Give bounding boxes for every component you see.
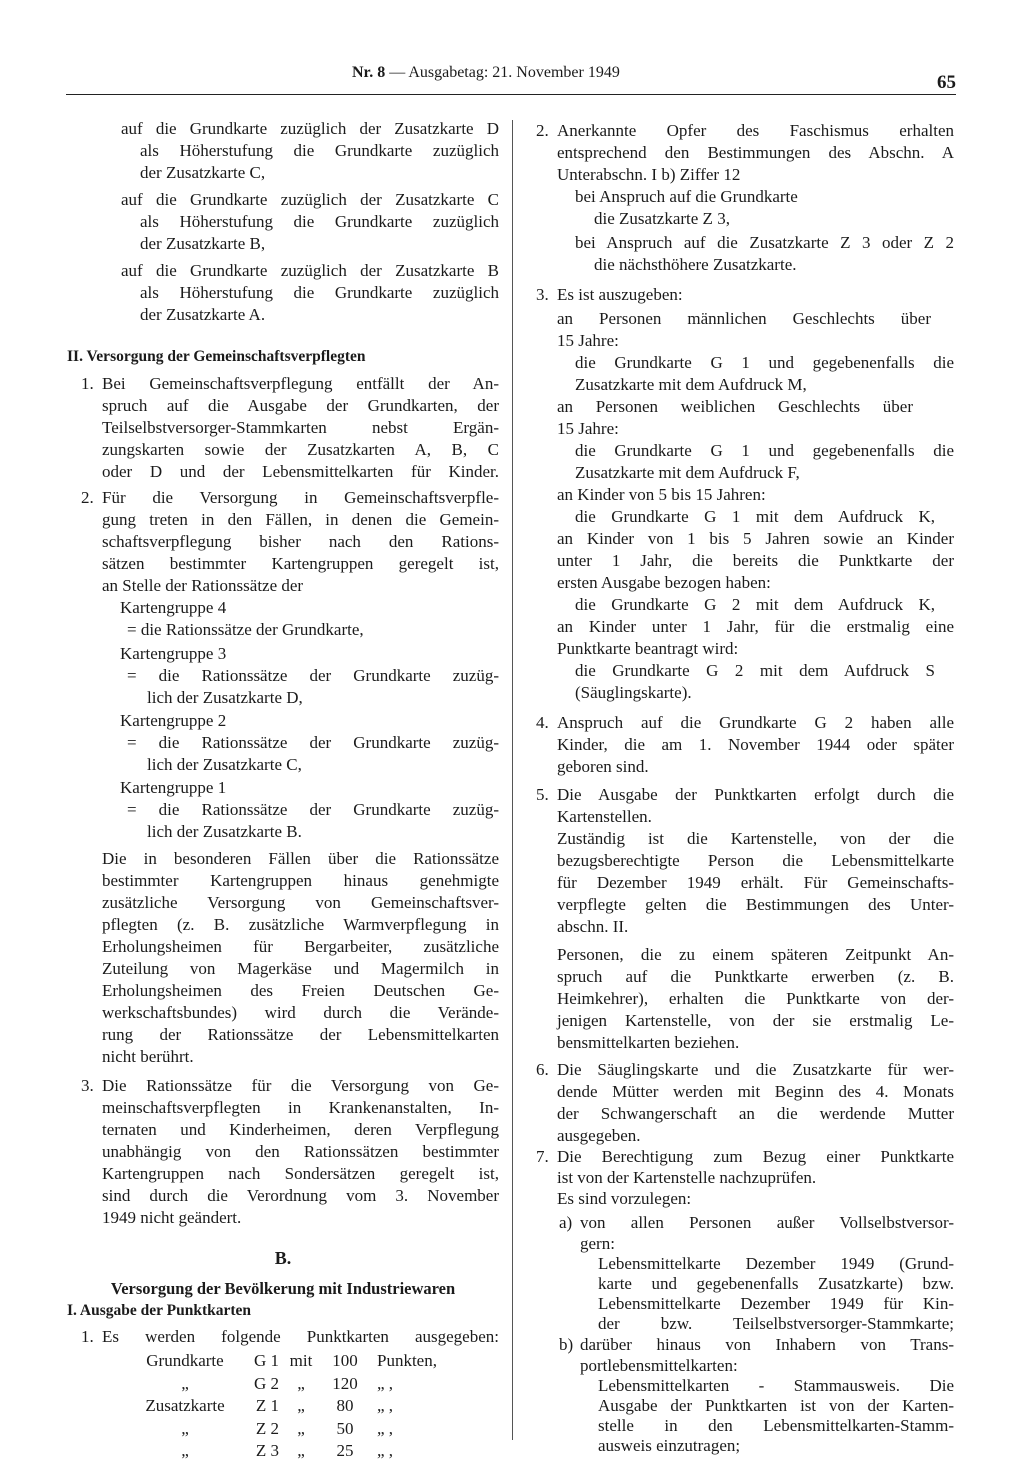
text-line: ternaten und Kinderheimen, deren Verpflegung [102, 1120, 499, 1139]
text-line: ausweis einzutragen; [598, 1436, 741, 1455]
group-text: = die Rationssätze der Grundkarte zuzüg- [127, 666, 499, 685]
text-line: an Kinder von 1 bis 5 Jahren sowie an Kinder [557, 529, 954, 548]
text-line: Unterabschn. I b) Ziffer 12 [557, 165, 741, 184]
text-line: Die Säuglingskarte und die Zusatzkarte für wer- [557, 1060, 954, 1079]
text-line: von allen Personen außer Vollselbstversor- [580, 1213, 954, 1232]
card-code: G 2 [253, 1373, 279, 1393]
text-line: Anerkannte Opfer des Faschismus erhalten [557, 121, 954, 140]
section-heading: II. Versorgung der Gemeinschaftsverpflegten [67, 348, 366, 365]
text-line: Zuständig ist die Kartenstelle, von der die [557, 829, 954, 848]
section-title: Versorgung der Bevölkerung mit Industriewaren [110, 1279, 456, 1298]
text-line: die Grundkarte G 2 mit dem Aufdruck K, [575, 595, 935, 614]
punktkarten-table [135, 1350, 467, 1463]
text-line: Es sind vorzulegen: [557, 1189, 692, 1208]
group-text: lich der Zusatzkarte B. [147, 822, 302, 841]
points-value: 100 [332, 1351, 358, 1370]
text-line: schaftsverpflegung bisher nach den Rations- [102, 532, 499, 551]
text-line: bestimmter Kartengruppen hinaus genehmigte [102, 871, 499, 890]
text-line: (Säuglingskarte). [575, 683, 692, 702]
text-line: auf die Grundkarte zuzüglich der Zusatzkarte B [121, 261, 499, 280]
text-line: dende Mütter werden mit Beginn des 4. Monats [557, 1082, 954, 1101]
item-number: 1. [81, 374, 94, 393]
text-line: bensmittelkarten beziehen. [557, 1033, 740, 1052]
points-unit: „ , [377, 1441, 394, 1460]
section-heading: I. Ausgabe der Punktkarten [67, 1302, 252, 1319]
page-header [0, 64, 1024, 93]
card-code: G 1 [253, 1351, 279, 1370]
text-line: nicht berührt. [102, 1047, 194, 1066]
text-line: gung treten in den Fällen, in denen die Gemein- [102, 510, 499, 529]
text-line: Die Berechtigung zum Bezug einer Punktkarte [557, 1147, 954, 1166]
text-line: Zusatzkarte mit dem Aufdruck F, [575, 463, 800, 482]
text-line: Personen, die zu einem späteren Zeitpunkt An- [557, 945, 954, 964]
text-line: die Grundkarte G 1 mit dem Aufdruck K, [575, 507, 935, 526]
text-line: oder D und der Lebensmittelkarten für Kinder. [102, 462, 499, 481]
text-line: Erholungsheimen des Freien Deutschen Ge- [102, 981, 499, 1000]
text-line: der Schwangerschaft an die werdende Mutter [557, 1104, 954, 1123]
text-line: bei Anspruch auf die Zusatzkarte Z 3 oder Z 2 [575, 233, 954, 252]
points-value: 80 [336, 1396, 354, 1415]
points-unit: „ , [377, 1373, 394, 1393]
text-line: abschn. II. [557, 917, 629, 936]
text-line: Anspruch auf die Grundkarte G 2 haben alle [557, 713, 954, 732]
issue-date: Ausgabetag: 21. November 1949 [408, 64, 620, 81]
text-line: sind durch die Verordnung vom 3. November [102, 1186, 499, 1205]
text-line: 15 Jahre: [557, 419, 619, 438]
text-line: an Kinder unter 1 Jahr, für die erstmalig eine [557, 617, 954, 636]
table-row [135, 1350, 467, 1373]
text-line: Bei Gemeinschaftsverpflegung entfällt der An- [102, 374, 499, 393]
group-text: lich der Zusatzkarte C, [147, 755, 302, 774]
text-line: der Zusatzkarte A. [140, 305, 266, 324]
text-line: Teilselbstversorger-Stammkarten nebst Ergän- [102, 418, 499, 437]
mit-word: „ [297, 1373, 305, 1393]
text-line: sätzen bestimmter Kartengruppen geregelt ist, [102, 554, 499, 573]
text-line: portlebensmittelkarten: [580, 1356, 738, 1375]
group-name: Kartengruppe 2 [120, 711, 227, 730]
text-line: Erholungsheimen für Bergarbeiter, zusätzliche [102, 937, 499, 956]
text-line: werkschaftsbundes) wird durch die Verände- [102, 1003, 499, 1022]
mit-word: „ [297, 1441, 305, 1460]
text-line: Punktkarte beantragt wird: [557, 639, 739, 658]
item-number: 7. [536, 1147, 549, 1166]
issue-number: Nr. 8 [352, 64, 386, 81]
card-name: Zusatzkarte [145, 1396, 225, 1415]
card-name: „ [181, 1418, 189, 1438]
text-line: als Höherstufung die Grundkarte zuzüglich [140, 212, 499, 231]
card-name: „ [181, 1441, 189, 1460]
mit-word: „ [297, 1396, 305, 1415]
text-line: Zuteilung von Magerkäse und Magermilch in [102, 959, 499, 978]
text-line: spruch auf die Ausgabe der Grundkarten, der [102, 396, 499, 415]
header-rule [66, 94, 956, 95]
item-number: 5. [536, 785, 549, 804]
item-number: 3. [536, 285, 549, 304]
text-line: meinschaftsverpflegten in Krankenanstalten, In- [102, 1098, 499, 1117]
text-line: die nächsthöhere Zusatzkarte. [594, 255, 797, 274]
column-divider [512, 120, 513, 1440]
text-line: Kinder, die am 1. November 1944 oder später [557, 735, 954, 754]
item-number: 1. [81, 1327, 94, 1346]
table-row [135, 1373, 467, 1396]
item-number: 6. [536, 1060, 549, 1079]
table-row [135, 1440, 467, 1463]
text-line: stelle in den Lebensmittelkarten-Stamm- [598, 1416, 954, 1435]
points-unit: Punkten, [377, 1351, 437, 1370]
item-number: 2. [81, 488, 94, 507]
group-text: = die Rationssätze der Grundkarte zuzüg- [127, 733, 499, 752]
text-line: auf die Grundkarte zuzüglich der Zusatzkarte C [121, 190, 499, 209]
text-line: als Höherstufung die Grundkarte zuzüglich [140, 141, 499, 160]
text-line: die Grundkarte G 2 mit dem Aufdruck S [575, 661, 935, 680]
text-line: Lebensmittelkarte Dezember 1949 (Grund- [598, 1254, 954, 1273]
table-row [135, 1395, 467, 1418]
text-line: Die Ausgabe der Punktkarten erfolgt durch die [557, 785, 954, 804]
text-line: Ausgabe der Punktkarten ist von der Karten- [598, 1396, 954, 1415]
group-name: Kartengruppe 4 [120, 598, 227, 617]
header-dash: — [389, 64, 406, 81]
text-line: Lebensmittelkarte Dezember 1949 für Kin- [598, 1294, 954, 1313]
card-code: Z 2 [255, 1418, 279, 1438]
text-line: ersten Ausgabe bezogen haben: [557, 573, 771, 592]
text-line: 15 Jahre: [557, 331, 619, 350]
text-line: als Höherstufung die Grundkarte zuzüglich [140, 283, 499, 302]
points-value: 50 [336, 1418, 354, 1438]
text-line: Kartenstellen. [557, 807, 652, 826]
text-line: bezugsberechtigte Person die Lebensmittelkarte [557, 851, 954, 870]
text-line: an Personen männlichen Geschlechts über [557, 309, 931, 328]
group-name: Kartengruppe 1 [120, 778, 227, 797]
text-line: ist von der Kartenstelle nachzuprüfen. [557, 1168, 817, 1187]
header-issue-line [352, 64, 620, 82]
item-number: 2. [536, 121, 549, 140]
text-line: der Zusatzkarte C, [140, 163, 266, 182]
text-line: 1949 nicht geändert. [102, 1208, 242, 1227]
points-unit: „ , [377, 1396, 394, 1415]
text-line: die Zusatzkarte Z 3, [594, 209, 730, 228]
text-line: Für die Versorgung in Gemeinschaftsverpfle- [102, 488, 499, 507]
text-line: zungskarten sowie der Zusatzkarten A, B, C [102, 440, 499, 459]
text-line: ausgegeben. [557, 1126, 641, 1145]
card-code: Z 3 [255, 1441, 279, 1460]
text-line: an Kinder von 5 bis 15 Jahren: [557, 485, 766, 504]
points-value: 25 [336, 1441, 354, 1460]
text-line: Lebensmittelkarten - Stammausweis. Die [598, 1376, 954, 1395]
text-line: pflegten (z. B. zusätzliche Warmverpflegung in [102, 915, 499, 934]
item-number: 3. [81, 1076, 94, 1095]
text-line: an Stelle der Rationssätze der [102, 576, 304, 595]
text-line: an Personen weiblichen Geschlechts über [557, 397, 913, 416]
text-line: rung der Rationssätze der Lebensmittelkarten [102, 1025, 499, 1044]
page-number: 65 [937, 72, 956, 93]
points-value: 120 [332, 1373, 358, 1393]
card-code: Z 1 [255, 1396, 279, 1415]
text-line: Es werden folgende Punktkarten ausgegeben: [102, 1327, 499, 1346]
sub-label: b) [559, 1335, 574, 1354]
text-line: karte und gegebenenfalls Zusatzkarte) bzw. [598, 1274, 954, 1293]
card-name: Grundkarte [146, 1351, 224, 1370]
text-line: Zusatzkarte mit dem Aufdruck M, [575, 375, 807, 394]
mit-word: „ [297, 1418, 305, 1438]
text-line: unter 1 Jahr, die bereits die Punktkarte der [557, 551, 954, 570]
text-line: die Grundkarte G 1 und gegebenenfalls die [575, 441, 954, 460]
group-name: Kartengruppe 3 [120, 644, 227, 663]
text-line: unabhängig von den Rationssätzen bestimmter [102, 1142, 499, 1161]
text-line: Heimkehrer), erhalten die Punktkarte von der- [557, 989, 954, 1008]
text-line: jenigen Kartenstelle, von der sie erstmalig Le- [557, 1011, 954, 1030]
text-line: auf die Grundkarte zuzüglich der Zusatzkarte D [121, 119, 499, 138]
text-line: Kartengruppen nach Sondersätzen geregelt ist, [102, 1164, 499, 1183]
card-name: „ [181, 1373, 189, 1393]
text-line: gern: [580, 1234, 615, 1253]
text-line: zusätzliche Versorgung von Gemeinschaftsver- [102, 893, 499, 912]
text-line: der bzw. Teilselbstversorger-Stammkarte; [598, 1314, 954, 1333]
group-text: lich der Zusatzkarte D, [147, 688, 303, 707]
table-row [135, 1418, 467, 1441]
text-line: Die in besonderen Fällen über die Rationssätze [102, 849, 499, 868]
text-line: für Dezember 1949 erhält. Für Gemeinschafts- [557, 873, 954, 892]
text-line: darüber hinaus von Inhabern von Trans- [580, 1335, 954, 1354]
sub-label: a) [559, 1213, 573, 1232]
text-line: verpflegte gelten die Bestimmungen des Unter- [557, 895, 954, 914]
text-line: Die Rationssätze für die Versorgung von Ge- [102, 1076, 499, 1095]
text-line: der Zusatzkarte B, [140, 234, 266, 253]
text-line: geboren sind. [557, 757, 649, 776]
text-line: Es ist auszugeben: [557, 285, 683, 304]
points-unit: „ , [377, 1418, 394, 1438]
text-line: die Grundkarte G 1 und gegebenenfalls die [575, 353, 954, 372]
text-line: entsprechend den Bestimmungen des Abschn. A [557, 143, 954, 162]
text-line: bei Anspruch auf die Grundkarte [575, 187, 798, 206]
section-letter: B. [274, 1248, 292, 1268]
item-number: 4. [536, 713, 549, 732]
text-line: spruch auf die Punktkarte erwerben (z. B. [557, 967, 954, 986]
group-text: = die Rationssätze der Grundkarte, [127, 620, 364, 639]
mit-word: mit [289, 1351, 313, 1370]
group-text: = die Rationssätze der Grundkarte zuzüg- [127, 800, 499, 819]
